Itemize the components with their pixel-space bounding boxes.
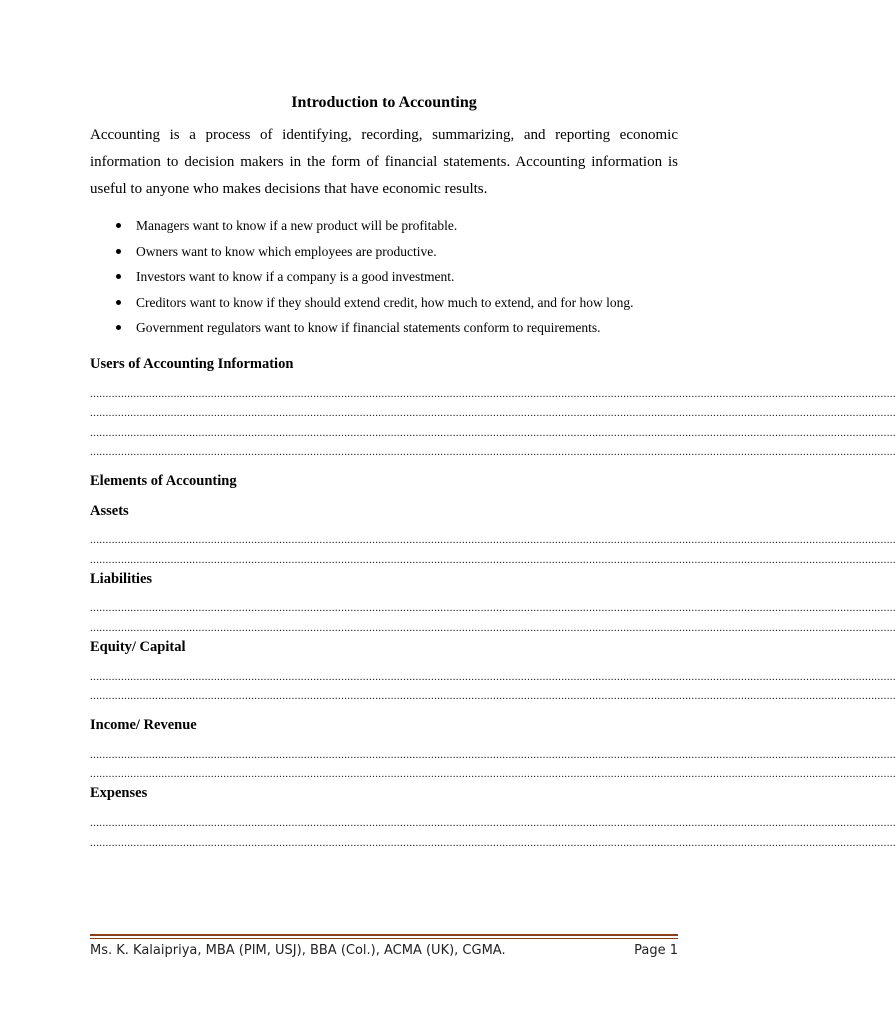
list-item-text: Government regulators want to know if financial statements conform to requirements. [136, 320, 601, 335]
fill-in-line[interactable]: .................................................................................................................................................................................................................................................................... [90, 622, 896, 634]
list-item [90, 264, 678, 290]
heading-assets: Assets [90, 503, 129, 519]
heading-income: Income/ Revenue [90, 717, 197, 733]
fill-in-line[interactable]: .................................................................................................................................................................................................................................................................... [90, 817, 896, 829]
fill-in-line[interactable]: .................................................................................................................................................................................................................................................................... [90, 602, 896, 614]
fill-in-line[interactable]: .................................................................................................................................................................................................................................................................... [90, 554, 896, 566]
bullet-icon [116, 223, 121, 228]
fill-in-line[interactable]: .................................................................................................................................................................................................................................................................... [90, 388, 896, 400]
fill-in-line[interactable]: .................................................................................................................................................................................................................................................................... [90, 768, 896, 780]
bullet-icon [116, 274, 121, 279]
fill-in-line[interactable]: .................................................................................................................................................................................................................................................................... [90, 837, 896, 849]
footer-divider [90, 938, 678, 939]
heading-expenses: Expenses [90, 785, 148, 801]
bullet-icon [116, 325, 121, 330]
fill-in-line[interactable]: .................................................................................................................................................................................................................................................................... [90, 690, 896, 702]
fill-in-line[interactable]: .................................................................................................................................................................................................................................................................... [90, 446, 896, 458]
fill-in-line[interactable]: .................................................................................................................................................................................................................................................................... [90, 534, 896, 546]
intro-paragraph: Accounting is a process of identifying, recording, summarizing, and reporting economic information to decision makers in the form of financial statements. Accounting information is useful to anyone who makes decisions that have economic results. [90, 127, 678, 197]
heading-liabilities: Liabilities [90, 571, 153, 587]
bullet-icon [116, 249, 121, 254]
footer-page-number: Page 1 [634, 943, 678, 958]
bullet-list [90, 213, 678, 341]
heading-equity: Equity/ Capital [90, 639, 186, 655]
footer-divider [90, 934, 678, 936]
list-item [90, 290, 678, 316]
list-item-text: Creditors want to know if they should extend credit, how much to extend, and for how long. [136, 294, 634, 310]
list-item [90, 239, 678, 265]
list-item [90, 315, 678, 341]
list-item-text: Owners want to know which employees are productive. [136, 243, 437, 259]
fill-in-line[interactable]: .................................................................................................................................................................................................................................................................... [90, 427, 896, 439]
fill-in-line[interactable]: .................................................................................................................................................................................................................................................................... [90, 407, 896, 419]
fill-in-line[interactable]: .................................................................................................................................................................................................................................................................... [90, 749, 896, 761]
footer-author: Ms. K. Kalaipriya, MBA (PIM, USJ), BBA (Col.), ACMA (UK), CGMA. [90, 943, 506, 958]
fill-in-line[interactable]: .................................................................................................................................................................................................................................................................... [90, 671, 896, 683]
heading-users: Users of Accounting Information [90, 356, 294, 372]
list-item-text: Managers want to know if a new product will be profitable. [136, 218, 458, 233]
list-item-text: Investors want to know if a company is a good investment. [136, 269, 455, 284]
heading-elements: Elements of Accounting [90, 473, 237, 489]
page-title: Introduction to Accounting [291, 94, 477, 111]
list-item [90, 213, 678, 239]
bullet-icon [116, 300, 121, 305]
